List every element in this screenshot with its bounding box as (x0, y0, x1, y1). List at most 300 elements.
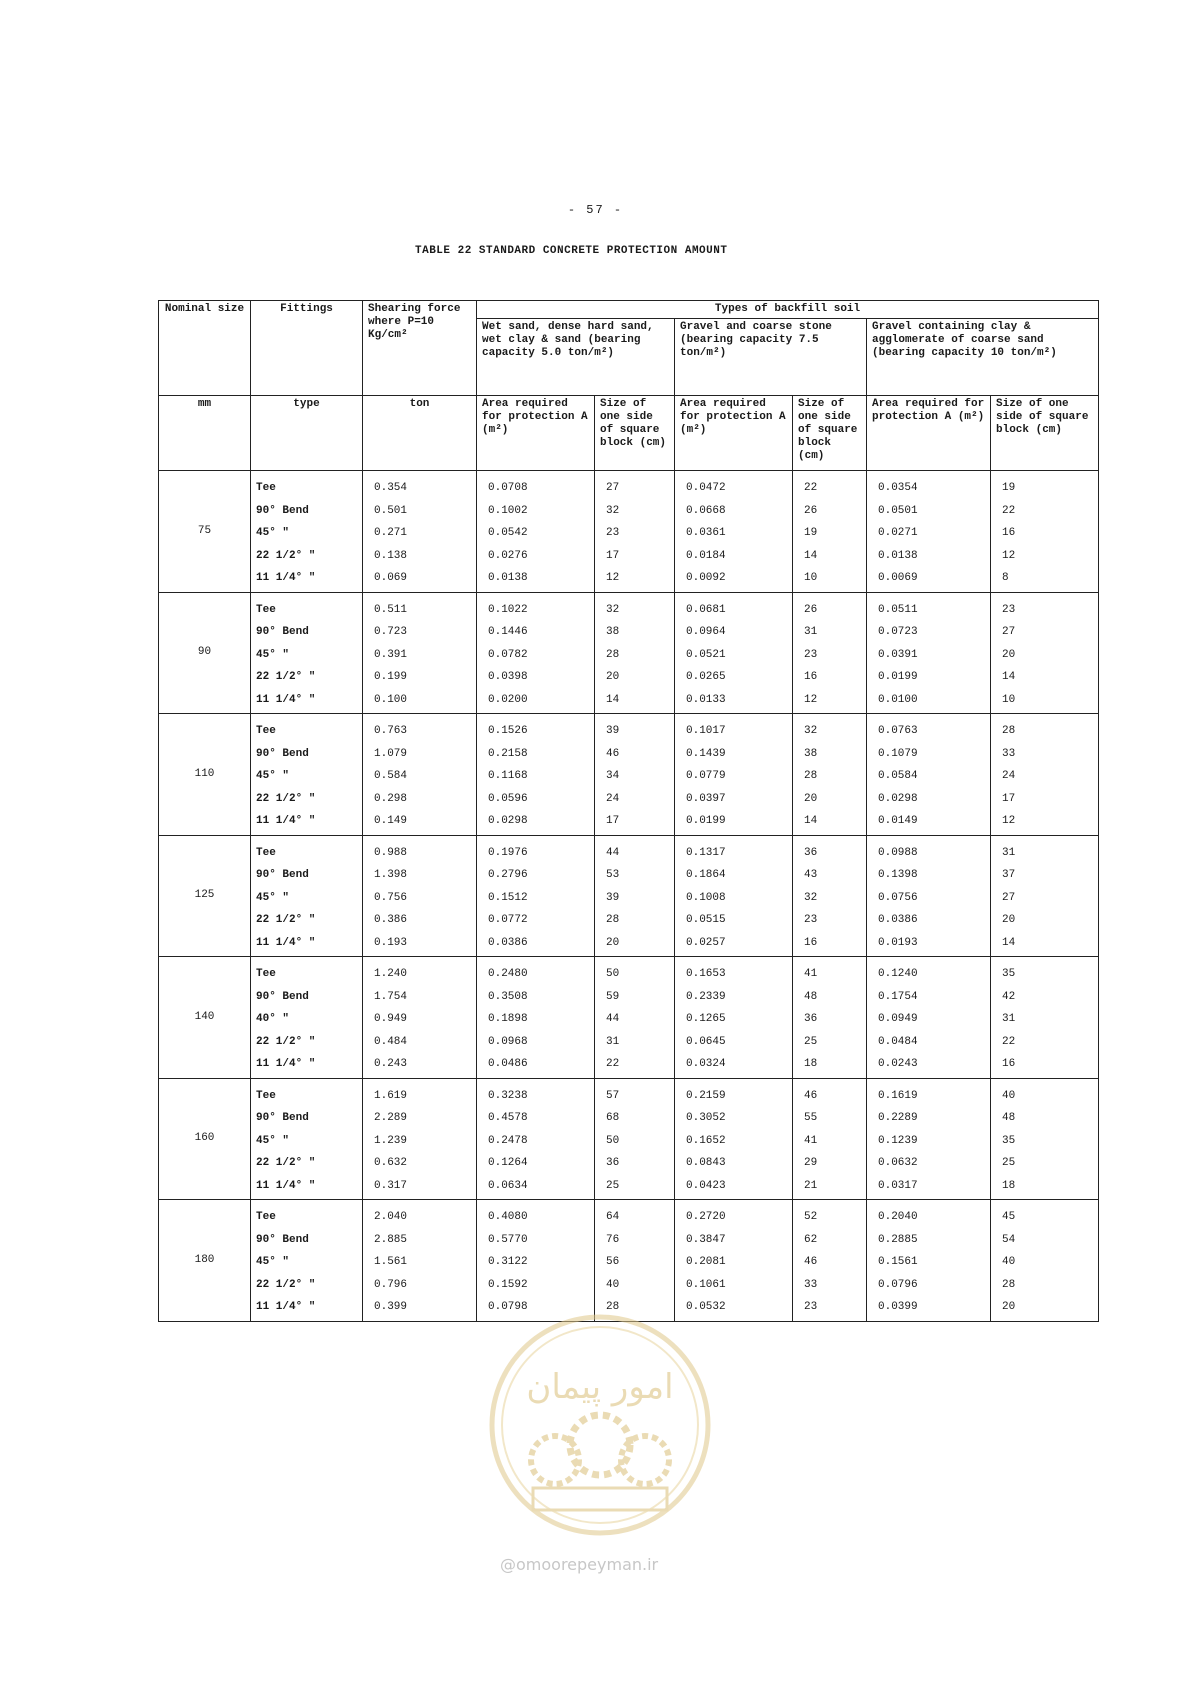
side2-value: 41 (804, 1134, 818, 1147)
side2-value: 20 (804, 792, 818, 805)
area1-value: 0.2796 (488, 869, 528, 881)
force-value: 1.239 (374, 1134, 408, 1147)
force-cell (363, 835, 477, 957)
fittings-value: 90° Bend (256, 1233, 309, 1246)
side1-cell (595, 835, 675, 957)
table-title: TABLE 22 STANDARD CONCRETE PROTECTION AMOUNT (415, 245, 728, 257)
area2-value: 0.0472 (686, 482, 726, 494)
area3-value: 0.2040 (878, 1211, 918, 1223)
fittings-value: Tee (256, 482, 276, 494)
area-required-header-2: Area required for protection A (m²) (675, 396, 793, 471)
side2-value: 46 (804, 1256, 818, 1268)
side1-value: 28 (606, 1301, 620, 1313)
side1-value: 57 (606, 1089, 620, 1102)
area3-value: 0.1561 (878, 1256, 918, 1268)
area3-value: 0.0069 (878, 572, 918, 584)
fittings-value: 90° Bend (256, 626, 309, 638)
area2-value: 0.1439 (686, 747, 726, 760)
area2-value: 0.0257 (686, 936, 726, 949)
side2-value: 16 (804, 671, 818, 683)
area2-value: 0.3847 (686, 1233, 726, 1246)
side3-value: 12 (1002, 549, 1016, 562)
area2-value: 0.0423 (686, 1179, 726, 1192)
side2-value: 21 (804, 1179, 818, 1192)
backfill-types-header: Types of backfill soil (477, 301, 1099, 319)
force-value: 0.138 (374, 549, 408, 562)
side2-value: 32 (804, 725, 818, 737)
side2-value: 10 (804, 572, 818, 584)
area3-value: 0.0756 (878, 891, 918, 904)
side1-cell (595, 471, 675, 593)
area3-value: 0.0386 (878, 914, 918, 926)
side2-value: 41 (804, 968, 818, 980)
fittings-value: 11 1/4° " (256, 1179, 316, 1192)
side1-value: 32 (606, 504, 620, 517)
side3-value: 22 (1002, 1035, 1016, 1048)
side3-value: 24 (1002, 770, 1016, 782)
force-value: 0.386 (374, 914, 408, 926)
side1-value: 17 (606, 549, 620, 562)
side2-value: 16 (804, 936, 818, 949)
side3-value: 33 (1002, 747, 1016, 760)
force-value: 1.754 (374, 990, 408, 1003)
table-row (159, 592, 1099, 714)
side1-cell (595, 592, 675, 714)
fittings-value: 45° " (256, 770, 290, 782)
side1-value: 46 (606, 747, 620, 760)
side1-value: 17 (606, 815, 620, 827)
area1-value: 0.0798 (488, 1301, 528, 1313)
area-required-header-3: Area required for protection A (m²) (867, 396, 991, 471)
side2-cell (793, 835, 867, 957)
area3-value: 0.0193 (878, 936, 918, 949)
fittings-value: 22 1/2° " (256, 914, 316, 926)
force-value: 0.100 (374, 693, 408, 706)
area3-value: 0.1619 (878, 1089, 918, 1102)
side1-value: 22 (606, 1058, 620, 1070)
side2-value: 12 (804, 693, 818, 706)
side3-value: 48 (1002, 1112, 1016, 1124)
side2-value: 36 (804, 846, 818, 859)
area3-value: 0.0988 (878, 846, 918, 859)
area3-value: 0.1398 (878, 869, 918, 881)
fittings-value: 22 1/2° " (256, 1157, 316, 1169)
fittings-value: 45° " (256, 1256, 290, 1268)
side1-value: 50 (606, 968, 620, 980)
nominal-size-cell: 75 (159, 471, 251, 593)
unit-ton: ton (363, 396, 477, 471)
header-row-1 (159, 301, 1099, 319)
force-value: 0.484 (374, 1035, 408, 1048)
area1-value: 0.0542 (488, 527, 528, 539)
fittings-cell (251, 1078, 363, 1200)
side1-value: 28 (606, 648, 620, 661)
area1-value: 0.1898 (488, 1013, 528, 1025)
force-value: 0.298 (374, 792, 408, 805)
fittings-value: 90° Bend (256, 990, 309, 1003)
force-value: 0.632 (374, 1157, 408, 1169)
side1-value: 14 (606, 693, 620, 706)
area2-value: 0.0681 (686, 603, 726, 616)
area2-value: 0.0133 (686, 693, 726, 706)
side2-value: 31 (804, 626, 818, 638)
side2-value: 36 (804, 1013, 818, 1025)
fittings-value: 11 1/4° " (256, 936, 316, 949)
area2-value: 0.0184 (686, 549, 726, 562)
table-row (159, 835, 1099, 957)
side1-value: 12 (606, 572, 620, 584)
area1-value: 0.0596 (488, 792, 528, 805)
fittings-value: Tee (256, 603, 276, 616)
fittings-cell (251, 835, 363, 957)
table-row (159, 1200, 1099, 1322)
area1-value: 0.0782 (488, 648, 528, 661)
force-value: 0.763 (374, 725, 408, 737)
fittings-cell (251, 471, 363, 593)
side2-cell (793, 1200, 867, 1322)
fittings-value: Tee (256, 968, 276, 980)
area1-value: 0.1512 (488, 891, 528, 904)
fittings-value: 11 1/4° " (256, 572, 316, 584)
force-value: 0.199 (374, 671, 408, 683)
shearing-force-header: Shearing force where P=10 Kg/cm² (363, 301, 477, 396)
side2-value: 46 (804, 1089, 818, 1102)
area2-value: 0.0645 (686, 1035, 726, 1048)
force-value: 1.398 (374, 869, 408, 881)
area2-value: 0.2339 (686, 990, 726, 1003)
side2-value: 26 (804, 504, 818, 517)
nominal-size-cell: 160 (159, 1078, 251, 1200)
area3-value: 0.1079 (878, 747, 918, 760)
watermark-url: @omoorepeyman.ir (500, 1555, 659, 1574)
side3-cell (991, 1078, 1099, 1200)
area3-value: 0.0796 (878, 1278, 918, 1291)
side3-value: 54 (1002, 1233, 1016, 1246)
area1-value: 0.0386 (488, 936, 528, 949)
side2-value: 18 (804, 1058, 818, 1070)
force-value: 1.619 (374, 1089, 408, 1102)
fittings-value: 11 1/4° " (256, 693, 316, 706)
area1-cell (477, 1200, 595, 1322)
force-cell (363, 1078, 477, 1200)
area3-value: 0.0391 (878, 648, 918, 661)
force-value: 0.796 (374, 1278, 408, 1291)
side2-value: 22 (804, 482, 818, 494)
table-body (159, 471, 1099, 1322)
side3-value: 12 (1002, 815, 1016, 827)
side1-cell (595, 1200, 675, 1322)
side2-cell (793, 1078, 867, 1200)
force-cell (363, 471, 477, 593)
area1-value: 0.0968 (488, 1035, 528, 1048)
side1-value: 50 (606, 1134, 620, 1147)
area3-value: 0.0149 (878, 815, 918, 827)
force-value: 2.289 (374, 1112, 408, 1124)
nominal-size-cell: 125 (159, 835, 251, 957)
area2-cell (675, 1078, 793, 1200)
area2-value: 0.1265 (686, 1013, 726, 1025)
side3-value: 14 (1002, 671, 1016, 683)
force-value: 0.511 (374, 603, 408, 616)
fittings-value: 90° Bend (256, 747, 309, 760)
area1-cell (477, 714, 595, 836)
area3-cell (867, 714, 991, 836)
side1-value: 27 (606, 482, 620, 494)
side3-value: 20 (1002, 648, 1016, 661)
area1-cell (477, 471, 595, 593)
area3-value: 0.1239 (878, 1134, 918, 1147)
fittings-value: 40° " (256, 1013, 290, 1025)
side2-value: 14 (804, 549, 818, 562)
side1-value: 76 (606, 1233, 620, 1246)
area3-value: 0.0100 (878, 693, 918, 706)
area1-value: 0.2158 (488, 747, 528, 760)
area2-value: 0.1652 (686, 1134, 726, 1147)
soil-type-1-header: Wet sand, dense hard sand, wet clay & sand (bearing capacity 5.0 ton/m²) (477, 319, 675, 396)
area3-value: 0.1754 (878, 990, 918, 1003)
area1-value: 0.0138 (488, 572, 528, 584)
area3-value: 0.0763 (878, 725, 918, 737)
side3-value: 20 (1002, 1301, 1016, 1313)
fittings-cell (251, 957, 363, 1079)
side1-value: 59 (606, 990, 620, 1003)
area2-value: 0.1017 (686, 725, 726, 737)
side3-value: 28 (1002, 725, 1016, 737)
fittings-cell (251, 1200, 363, 1322)
area1-value: 0.1446 (488, 626, 528, 638)
area-required-header-1: Area required for protection A (m²) (477, 396, 595, 471)
area1-value: 0.2480 (488, 968, 528, 980)
side2-value: 62 (804, 1233, 818, 1246)
area1-value: 0.1976 (488, 846, 528, 859)
table-row (159, 471, 1099, 593)
side3-value: 31 (1002, 846, 1016, 859)
area1-value: 0.1022 (488, 603, 528, 616)
side2-value: 23 (804, 648, 818, 661)
side3-value: 28 (1002, 1278, 1016, 1291)
force-value: 0.317 (374, 1179, 408, 1192)
area1-value: 0.0634 (488, 1179, 528, 1192)
area1-value: 0.0200 (488, 693, 528, 706)
watermark-logo (485, 1310, 715, 1540)
area3-value: 0.0399 (878, 1301, 918, 1313)
area2-value: 0.1653 (686, 968, 726, 980)
force-value: 0.949 (374, 1013, 408, 1025)
area2-value: 0.1008 (686, 891, 726, 904)
soil-type-3-header: Gravel containing clay & agglomerate of coarse sand (bearing capacity 10 ton/m²) (867, 319, 1099, 396)
unit-type: type (251, 396, 363, 471)
area1-value: 0.3122 (488, 1256, 528, 1268)
table-row (159, 1078, 1099, 1200)
side1-value: 44 (606, 846, 620, 859)
force-cell (363, 1200, 477, 1322)
side2-cell (793, 957, 867, 1079)
force-value: 0.501 (374, 504, 408, 517)
table-row (159, 714, 1099, 836)
area1-value: 0.0398 (488, 671, 528, 683)
side1-value: 34 (606, 770, 620, 782)
side1-value: 39 (606, 725, 620, 737)
side2-value: 28 (804, 770, 818, 782)
protection-table (158, 300, 1099, 1322)
side3-value: 45 (1002, 1211, 1016, 1223)
area1-value: 0.0772 (488, 914, 528, 926)
area3-value: 0.0243 (878, 1058, 918, 1070)
force-value: 0.149 (374, 815, 408, 827)
side1-value: 20 (606, 936, 620, 949)
side1-value: 56 (606, 1256, 620, 1268)
block-size-header-1: Size of one side of square block (cm) (595, 396, 675, 471)
area2-value: 0.0521 (686, 648, 726, 661)
side3-value: 8 (1002, 572, 1009, 584)
area2-value: 0.0397 (686, 792, 726, 805)
side3-value: 17 (1002, 792, 1016, 805)
side3-value: 42 (1002, 990, 1016, 1003)
fittings-value: 45° " (256, 648, 290, 661)
area1-value: 0.5770 (488, 1233, 528, 1246)
area3-value: 0.0511 (878, 603, 918, 616)
fittings-value: 22 1/2° " (256, 1035, 316, 1048)
side1-cell (595, 957, 675, 1079)
nominal-size-cell: 140 (159, 957, 251, 1079)
force-value: 0.271 (374, 527, 408, 539)
area3-value: 0.0484 (878, 1035, 918, 1048)
area1-cell (477, 1078, 595, 1200)
area2-value: 0.0515 (686, 914, 726, 926)
area1-value: 0.1264 (488, 1157, 528, 1169)
area2-cell (675, 471, 793, 593)
fittings-value: Tee (256, 1089, 276, 1102)
area3-cell (867, 835, 991, 957)
area2-cell (675, 1200, 793, 1322)
area2-value: 0.0779 (686, 770, 726, 782)
side1-value: 68 (606, 1112, 620, 1124)
block-size-header-3: Size of one side of square block (cm) (991, 396, 1099, 471)
side2-value: 52 (804, 1211, 818, 1223)
side3-value: 35 (1002, 968, 1016, 980)
side1-value: 31 (606, 1035, 620, 1048)
fittings-value: 45° " (256, 1134, 290, 1147)
area1-cell (477, 592, 595, 714)
fittings-header: Fittings (251, 301, 363, 396)
area3-value: 0.0354 (878, 482, 918, 494)
area1-value: 0.1526 (488, 725, 528, 737)
nominal-size-cell: 110 (159, 714, 251, 836)
area1-value: 0.4080 (488, 1211, 528, 1223)
side2-value: 32 (804, 891, 818, 904)
area3-value: 0.0501 (878, 504, 918, 517)
area1-cell (477, 957, 595, 1079)
side2-cell (793, 471, 867, 593)
force-cell (363, 714, 477, 836)
area1-value: 0.0298 (488, 815, 528, 827)
soil-type-2-header: Gravel and coarse stone (bearing capacity 7.5 ton/m²) (675, 319, 867, 396)
side2-cell (793, 592, 867, 714)
area2-cell (675, 957, 793, 1079)
force-value: 0.354 (374, 482, 408, 494)
fittings-value: 11 1/4° " (256, 1301, 316, 1313)
watermark-logo-text: امور پیمان (526, 1367, 674, 1407)
area3-value: 0.0138 (878, 549, 918, 562)
area3-value: 0.1240 (878, 968, 918, 980)
fittings-value: 45° " (256, 527, 290, 539)
area2-cell (675, 714, 793, 836)
table-row (159, 957, 1099, 1079)
area1-value: 0.3508 (488, 990, 528, 1003)
fittings-value: 22 1/2° " (256, 1278, 316, 1291)
side1-value: 53 (606, 869, 620, 881)
area2-value: 0.0532 (686, 1301, 726, 1313)
area1-value: 0.0276 (488, 549, 528, 562)
area3-value: 0.0317 (878, 1179, 918, 1192)
fittings-value: 45° " (256, 891, 290, 904)
area3-cell (867, 1078, 991, 1200)
side1-value: 36 (606, 1157, 620, 1169)
side1-cell (595, 714, 675, 836)
area2-value: 0.0092 (686, 572, 726, 584)
fittings-value: 22 1/2° " (256, 549, 316, 562)
area1-value: 0.1168 (488, 770, 528, 782)
side3-cell (991, 957, 1099, 1079)
area2-cell (675, 592, 793, 714)
fittings-value: 22 1/2° " (256, 792, 316, 805)
area2-value: 0.0265 (686, 671, 726, 683)
area3-value: 0.2885 (878, 1233, 918, 1246)
side2-value: 38 (804, 747, 818, 760)
area2-value: 0.0668 (686, 504, 726, 517)
area3-value: 0.0632 (878, 1157, 918, 1169)
area3-cell (867, 1200, 991, 1322)
area2-value: 0.0324 (686, 1058, 726, 1070)
force-value: 2.040 (374, 1211, 408, 1223)
side3-value: 27 (1002, 626, 1016, 638)
side2-value: 29 (804, 1157, 818, 1169)
fittings-value: Tee (256, 1211, 276, 1223)
area3-cell (867, 471, 991, 593)
fittings-value: 90° Bend (256, 1112, 309, 1124)
side2-value: 26 (804, 603, 818, 616)
side2-value: 48 (804, 990, 818, 1003)
area3-value: 0.0298 (878, 792, 918, 805)
area2-cell (675, 835, 793, 957)
unit-mm: mm (159, 396, 251, 471)
force-value: 0.723 (374, 626, 408, 638)
side3-value: 16 (1002, 527, 1016, 539)
block-size-header-2: Size of one side of square block (cm) (793, 396, 867, 471)
page-number: - 57 - (567, 203, 624, 217)
fittings-value: 11 1/4° " (256, 1058, 316, 1070)
force-value: 2.885 (374, 1233, 408, 1246)
side3-value: 40 (1002, 1256, 1016, 1268)
fittings-value: 90° Bend (256, 504, 309, 517)
side1-value: 25 (606, 1179, 620, 1192)
area2-value: 0.0361 (686, 527, 726, 539)
force-value: 1.561 (374, 1256, 408, 1268)
side3-value: 10 (1002, 693, 1016, 706)
nominal-size-cell: 180 (159, 1200, 251, 1322)
fittings-value: Tee (256, 725, 276, 737)
area2-value: 0.2720 (686, 1211, 726, 1223)
side3-value: 27 (1002, 891, 1016, 904)
side3-cell (991, 714, 1099, 836)
header-row-3 (159, 396, 1099, 471)
side3-value: 37 (1002, 869, 1016, 881)
area2-value: 0.2159 (686, 1089, 726, 1102)
fittings-cell (251, 714, 363, 836)
fittings-value: Tee (256, 846, 276, 859)
area2-value: 0.0199 (686, 815, 726, 827)
side3-value: 22 (1002, 504, 1016, 517)
